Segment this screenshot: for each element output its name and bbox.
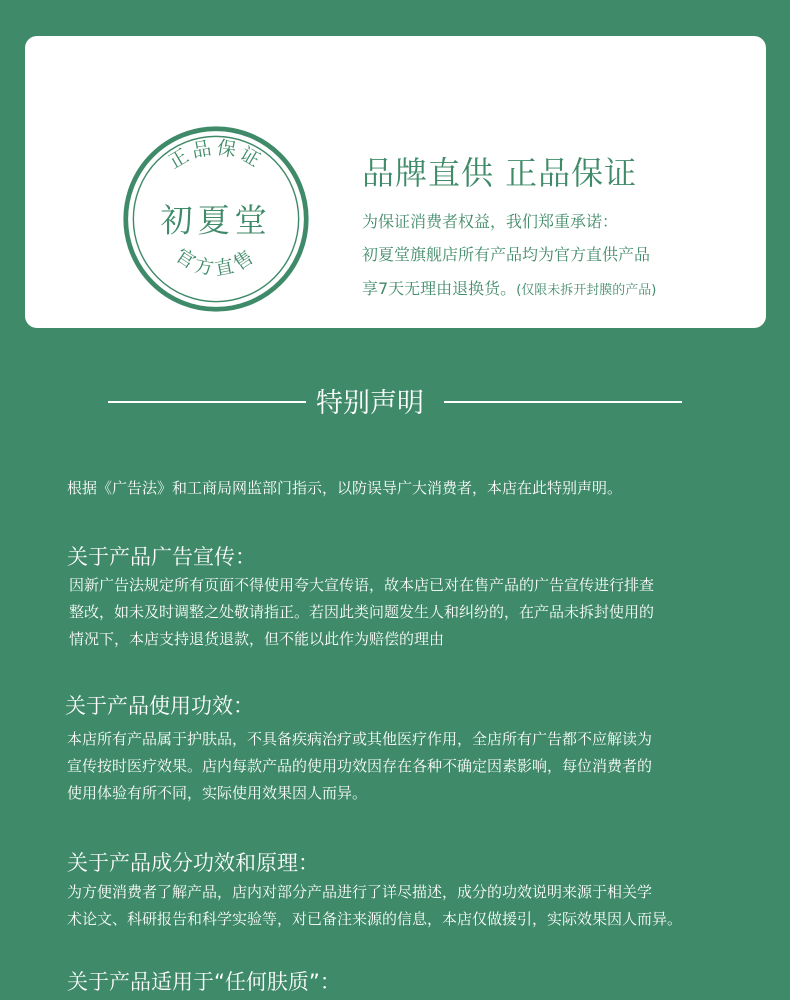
section-title-advertising: 关于产品广告宣传： [67,545,256,569]
promise-line-1: 为保证消费者权益，我们郑重承诺： [362,212,619,231]
seal-brand-name: 初夏堂 [160,201,272,240]
promise-title: 品牌直供 正品保证 [362,154,638,192]
statement-intro: 根据《广告法》和工商局网监部门指示，以防误导广大消费者，本店在此特别声明。 [67,479,623,497]
authenticity-seal-icon [121,124,311,314]
divider-line-left [108,401,306,403]
divider-line-right [444,401,682,403]
body-line: 整改，如未及时调整之处敬请指正。若因此类问题发生人和纠纷的，在产品未拆封使用的 [69,603,655,621]
return-policy-note: (仅限未拆开封膜的产品) [516,283,657,298]
body-line: 宣传按时医疗效果。店内每款产品的使用功效因存在各种不确定因素影响，每位消费者的 [67,757,653,775]
return-policy-text: 享7天无理由退换货。 [362,279,517,298]
body-line: 因新广告法规定所有页面不得使用夸大宣传语，故本店已对在售产品的广告宣传进行排查 [69,576,655,594]
brand-promise-card [25,36,766,328]
promise-line-3 [362,276,656,299]
body-line: 情况下，本店支持退货退款，但不能以此作为赔偿的理由 [69,630,445,648]
section-body-advertising [69,572,654,653]
body-line: 本店所有产品属于护肤品，不具备疾病治疗或其他医疗作用，全店所有广告都不应解读为 [67,730,653,748]
section-title-ingredients: 关于产品成分功效和原理： [67,851,319,875]
seal-top-text: 正品保证 [164,136,268,174]
statement-heading: 特别声明 [316,388,424,419]
section-title-skin-types: 关于产品适用于“任何肤质”： [67,970,341,994]
seal-bottom-text: 官方直售 [171,244,261,281]
section-title-efficacy: 关于产品使用功效： [65,694,254,718]
section-body-efficacy [67,726,652,807]
body-line: 使用体验有所不同，实际使用效果因人而异。 [67,784,368,802]
promise-line-2: 初夏堂旗舰店所有产品均为官方直供产品 [362,245,651,264]
section-body-ingredients [67,879,682,933]
body-line: 术论文、科研报告和科学实验等，对已备注来源的信息，本店仅做援引，实际效果因人而异。 [67,910,683,928]
section-divider [0,381,790,421]
body-line: 为方便消费者了解产品，店内对部分产品进行了详尽描述，成分的功效说明来源于相关学 [67,883,653,901]
